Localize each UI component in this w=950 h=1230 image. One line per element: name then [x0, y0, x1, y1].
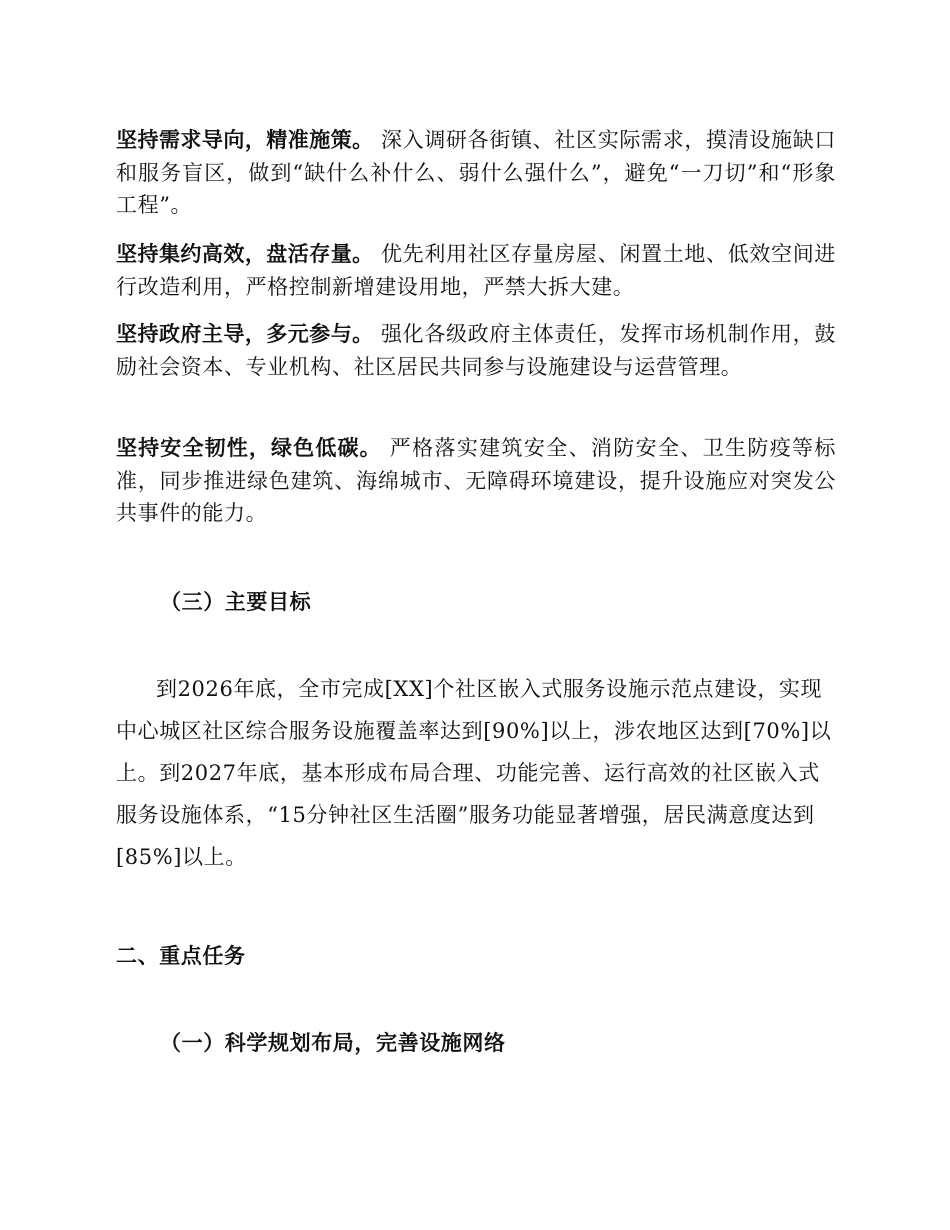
- principle-title: 坚持集约高效，盘活存量。: [116, 242, 374, 266]
- principle-paragraph: [116, 238, 836, 303]
- goals-heading: （三）主要目标: [160, 590, 312, 614]
- principle-title: 坚持安全韧性，绿色低碳。: [116, 436, 382, 460]
- goals-paragraph: 到2026年底，全市完成[XX]个社区嵌入式服务设施示范点建设，实现中心城区社区综合服务设施覆盖率达到[90%]以上，涉农地区达到[70%]以上。到2027年底，基本形成布局合理、功能完善、运行高效的社区嵌入式服务设施体系，“15分钟社区生活圈”服务功能显著增强，居民满意度达到[85%]以上。: [116, 677, 832, 869]
- task-subheading: （一）科学规划布局，完善设施网络: [160, 1031, 506, 1055]
- principle-paragraph: [116, 318, 836, 383]
- section-heading: 二、重点任务: [116, 944, 246, 968]
- principle-title: 坚持需求导向，精准施策。: [116, 128, 374, 152]
- principle-text: 严格落实建筑安全、消防安全、卫生防疫等标准，同步推进绿色建筑、海绵城市、无障碍环境建设，提升设施应对突发公共事件的能力。: [116, 436, 836, 525]
- principle-text: 深入调研各街镇、社区实际需求，摸清设施缺口和服务盲区，做到“缺什么补什么、弱什么强什么”，避免“一刀切”和“形象工程”。: [116, 128, 836, 217]
- principle-title: 坚持政府主导，多元参与。: [116, 322, 374, 346]
- principle-paragraph: [116, 432, 836, 530]
- principle-text: 优先利用社区存量房屋、闲置土地、低效空间进行改造利用，严格控制新增建设用地，严禁大拆大建。: [116, 242, 836, 299]
- principle-paragraph: [116, 124, 836, 222]
- principle-text: 强化各级政府主体责任，发挥市场机制作用，鼓励社会资本、专业机构、社区居民共同参与设施建设与运营管理。: [116, 322, 836, 379]
